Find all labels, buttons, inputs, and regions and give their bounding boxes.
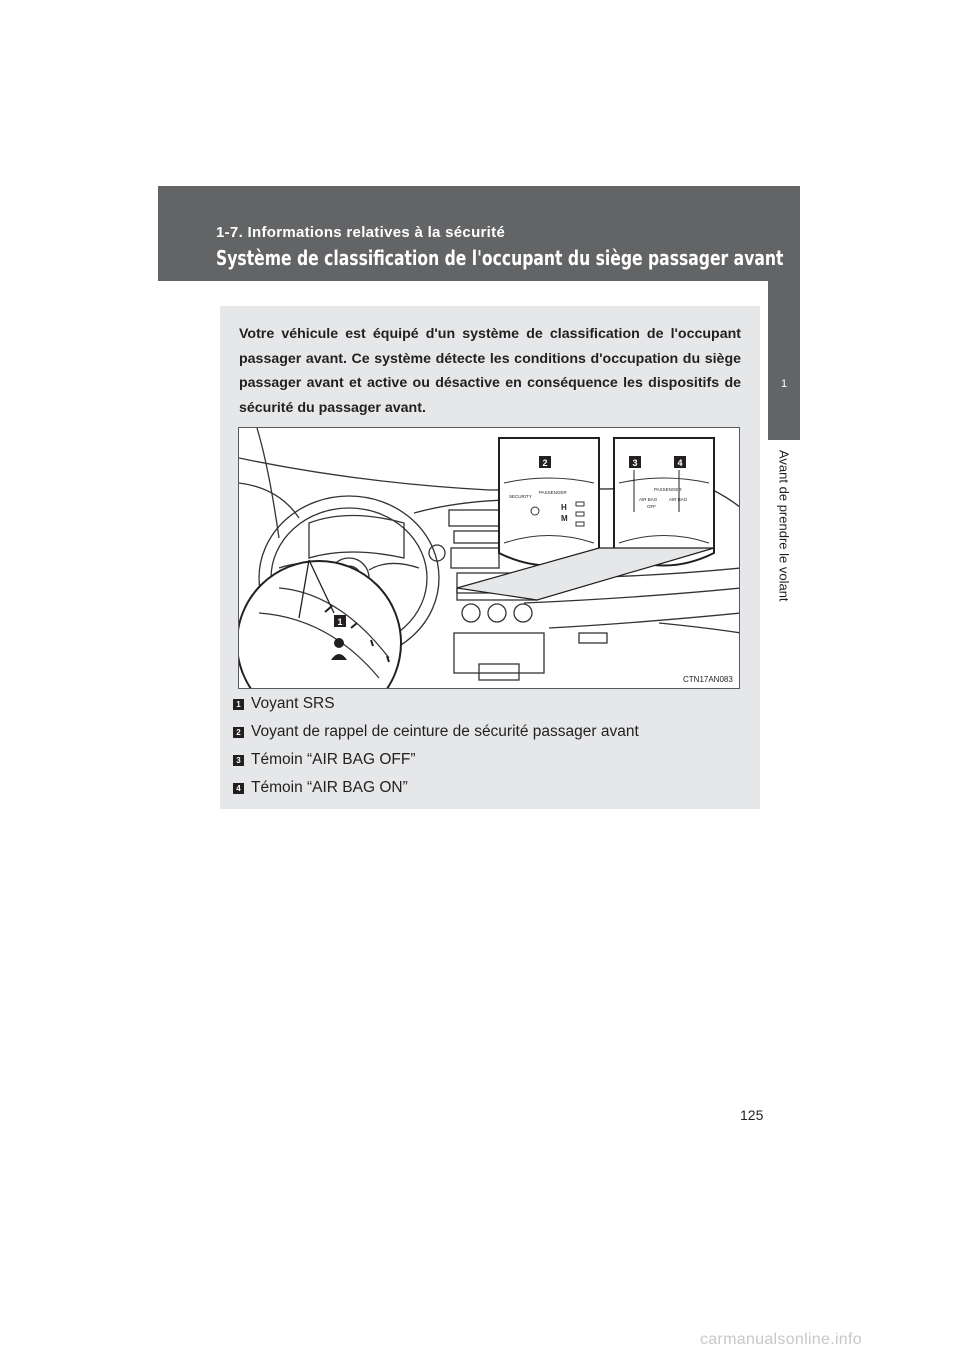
page-title: Système de classification de l'occupant du siège passager avant [216, 246, 784, 270]
label-passenger-belt: PASSENGER [539, 490, 567, 495]
legend-item [233, 746, 639, 774]
legend-number: 2 [233, 727, 244, 738]
chapter-label-text: Avant de prendre le volant [776, 450, 792, 602]
label-h: H [561, 503, 567, 512]
legend-number: 1 [233, 699, 244, 710]
chapter-label [772, 450, 796, 618]
label-airbag-off-2: OFF [647, 504, 656, 509]
intro-paragraph: Votre véhicule est équipé d'un système de classification de l'occupant passager avant. Ce système détecte les conditions d'occupation du siège passager avant et active ou désactive en conséquence les dispositifs de sécurité du passager avant. [239, 326, 741, 416]
chapter-tab [768, 281, 800, 440]
legend-text: Voyant de rappel de ceinture de sécurité passager avant [251, 723, 639, 740]
legend-text: Témoin “AIR BAG ON” [251, 779, 408, 796]
legend-item [233, 690, 639, 718]
legend-item [233, 718, 639, 746]
callout-1: 1 [337, 617, 343, 627]
legend-number: 4 [233, 783, 244, 794]
callout-3: 3 [632, 458, 638, 468]
legend-text: Voyant SRS [251, 695, 335, 712]
watermark: carmanualsonline.info [700, 1331, 862, 1348]
label-passenger-airbag: PASSENGER [654, 487, 682, 492]
legend-number: 3 [233, 755, 244, 766]
dashboard-illustration [238, 427, 740, 689]
section-label: 1-7. Informations relatives à la sécurité [216, 224, 506, 241]
page-number: 125 [740, 1107, 764, 1123]
legend-item [233, 774, 639, 802]
label-security: SECURITY [509, 494, 532, 499]
info-panel [220, 306, 760, 809]
legend-list [233, 690, 639, 802]
section-header [158, 186, 800, 281]
callout-4: 4 [677, 458, 683, 468]
callout-2: 2 [542, 458, 548, 468]
figure-code: CTN17AN083 [683, 675, 733, 684]
legend-text: Témoin “AIR BAG OFF” [251, 751, 416, 768]
label-airbag-off-1: AIR BAG [639, 497, 658, 502]
chapter-number: 1 [780, 378, 788, 390]
label-airbag-on: AIR BAG [669, 497, 688, 502]
dashboard-drawing [239, 428, 740, 689]
label-m: M [561, 514, 568, 523]
